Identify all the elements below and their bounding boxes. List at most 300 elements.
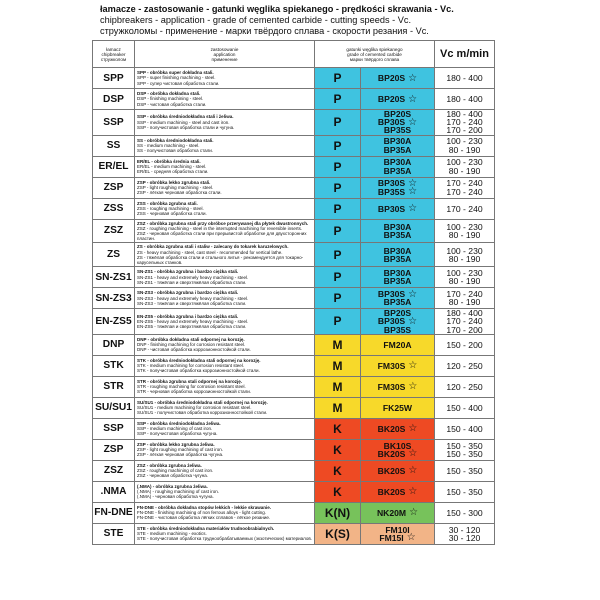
chipbreaker-code: SN-ZS1 [93, 267, 135, 288]
grade-item [361, 146, 434, 154]
cutting-speed-value: 170 - 240 [446, 316, 483, 327]
application-line: SS - obróbka średniodokładna stali. [137, 137, 214, 143]
cutting-speed-value: 150 - 300 [446, 507, 483, 518]
cutting-speed-value: 150 - 350 [446, 486, 483, 497]
grade-name: BP20S [383, 308, 412, 319]
iso-class: K(S) [315, 523, 361, 544]
cutting-speed-value: 170 - 240 [446, 178, 483, 189]
application-text [135, 376, 315, 397]
grade-item [361, 534, 434, 542]
application-line: STR - roughing machining for corrosion resistant steel. [137, 384, 246, 390]
cutting-speed-cell [435, 68, 495, 89]
iso-class: P [315, 68, 361, 89]
application-line: ZSZ - obróbka zgrubna stali przy obróbce przerywanej dla płytek dwustronnych. [137, 220, 309, 226]
cutting-speed-value: 150 - 200 [446, 339, 483, 350]
grade-cell [361, 156, 435, 177]
application-line: ZSZ - черновая обработка стали при прерывистой обработке для двухсторонних пластин. [137, 230, 307, 242]
page-title [100, 4, 580, 38]
grade-cell [361, 355, 435, 376]
grade-item [361, 298, 434, 306]
grade-name: FM15I [379, 532, 404, 543]
application-line: ZSP - лёгкая черновая обработка стали. [137, 190, 222, 196]
star-icon: ☆ [408, 177, 418, 189]
chipbreaker-code: SN-ZS3 [93, 288, 135, 309]
iso-class: P [315, 243, 361, 267]
cutting-speed-value: 80 - 190 [448, 165, 481, 176]
table-row [93, 135, 495, 156]
chipbreaker-code: SS [93, 135, 135, 156]
grade-item [361, 340, 434, 350]
grade-item [361, 326, 434, 334]
iso-class: P [315, 198, 361, 219]
table-row [93, 460, 495, 481]
grade-cell [361, 397, 435, 418]
grade-name: BP30A [383, 221, 412, 232]
cutting-speed-value: 80 - 190 [448, 276, 481, 287]
application-line: (.NMA) - roughing machining of cast iron. [137, 489, 220, 495]
table-header-row [93, 41, 495, 68]
grade-name: BK20S [377, 486, 406, 497]
grade-name: FM30S [377, 381, 406, 392]
grade-item [361, 507, 434, 518]
chipbreaker-code: ZSS [93, 198, 135, 219]
star-icon: ☆ [408, 116, 418, 128]
application-line: SU/SU1 - obróbka średniodokładna stali odpornej na korozję. [137, 399, 268, 405]
application-text [135, 502, 315, 523]
cutting-speed-value: 150 - 350 [446, 440, 483, 451]
header-grade: gatunki węglika spiekanego grade of cemented carbide марки твёрдого сплава [315, 41, 435, 68]
grade-name: BP20S [377, 73, 406, 83]
star-icon: ☆ [408, 288, 418, 300]
cutting-speed-cell [435, 355, 495, 376]
cutting-speed-cell [435, 523, 495, 544]
table-row [93, 288, 495, 309]
application-line: ZSZ - roughing machining - steel in the interrupted machining for reversible inserts. [137, 225, 303, 231]
cutting-speed-value: 150 - 400 [446, 402, 483, 413]
grade-item [361, 360, 434, 371]
cutting-speed-value: 100 - 230 [446, 268, 483, 279]
cutting-speed-value: 80 - 190 [448, 297, 481, 308]
application-text [135, 135, 315, 156]
star-icon: ☆ [408, 360, 418, 372]
application-line: FN-DNE - finishing machining of non ferrous alloys - light cutting. [137, 510, 267, 516]
grade-name: BP35A [383, 230, 412, 241]
application-line: ZSP - light roughing machining - steel. [137, 184, 214, 190]
star-icon: ☆ [408, 381, 418, 393]
application-line: SSP - obróbka średniodokładna stali i żeliwa. [137, 114, 234, 120]
iso-class: M [315, 334, 361, 355]
iso-class: K [315, 418, 361, 439]
iso-class: P [315, 177, 361, 198]
grade-cell [361, 267, 435, 288]
grade-name: BP30S [377, 117, 406, 128]
grade-item [361, 277, 434, 285]
application-line: STK - medium machining for corrosion resistant steel. [137, 363, 245, 369]
cutting-speed-value: 100 - 230 [446, 245, 483, 256]
table-row [93, 418, 495, 439]
application-line: (.NMA) - obróbka zgrubna żeliwa. [137, 483, 208, 489]
application-text [135, 334, 315, 355]
table-row [93, 156, 495, 177]
cutting-speed-value: 100 - 230 [446, 157, 483, 168]
application-line: STE - medium machining - exotics. [137, 531, 207, 537]
cutting-speed-value: 170 - 240 [446, 117, 483, 128]
application-line: STK - obróbka średniodokładna stali odpornej na korozję. [137, 357, 261, 363]
grade-name: BP35A [383, 276, 412, 287]
cutting-speed-cell [435, 110, 495, 136]
chipbreaker-code: .NMA [93, 481, 135, 502]
table-row [93, 439, 495, 460]
grade-name: BP35A [383, 253, 412, 264]
chipbreaker-code: ZSZ [93, 219, 135, 243]
header-vc: Vc m/min [435, 41, 495, 68]
table-row [93, 523, 495, 544]
cutting-speed-value: 170 - 240 [446, 186, 483, 197]
cutting-speed-value: 80 - 190 [448, 253, 481, 264]
application-text [135, 460, 315, 481]
title-russian: стружколомы - применение - марки твёрдого сплава - скорости резания - Vc. [100, 26, 429, 37]
application-line: ZS - тяжёлая обработка стали и стального литья - рекомендуется для токарно-карусельных станков. [137, 254, 304, 265]
chipbreaker-code: EN-ZS5 [93, 309, 135, 335]
grade-item [361, 94, 434, 105]
cutting-speed-value: 170 - 240 [446, 289, 483, 300]
grade-item [361, 126, 434, 134]
grade-name: BP35S [383, 125, 412, 136]
grade-item [361, 465, 434, 476]
grade-item [361, 255, 434, 263]
grade-name: BP20S [377, 94, 406, 104]
iso-class: M [315, 376, 361, 397]
application-line: EN-ZS5 - тяжёлая и сверхтяжёлая обработка стали. [137, 324, 247, 330]
grade-cell [361, 460, 435, 481]
application-line: STE - получистовая обработка труднообрабатываемых (экзотических) материалов. [137, 536, 312, 542]
application-line: SN-ZS3 - тяжёлая и сверхтяжёлая обработка стали. [137, 300, 247, 306]
application-line: ZSZ - roughing machining of cast iron. [137, 468, 214, 474]
cutting-speed-cell [435, 89, 495, 110]
chipbreaker-code: ZSZ [93, 460, 135, 481]
cutting-speed-cell [435, 397, 495, 418]
application-line: SN-ZS1 - тяжёлая и сверхтяжёлая обработка стали. [137, 279, 247, 285]
application-text [135, 243, 315, 267]
grade-cell [361, 288, 435, 309]
application-line: STR - черновая обработка коррозионностойкой стали. [137, 389, 252, 395]
chipbreaker-code: ER/EL [93, 156, 135, 177]
cutting-speed-value: 180 - 400 [446, 308, 483, 319]
application-line: EN-ZS5 - obróbka zgrubna i bardzo ciężka stali. [137, 313, 239, 319]
grade-name: BP30S [377, 316, 406, 327]
grade-cell [361, 418, 435, 439]
application-line: ZSP - light roughing machining of cast iron. [137, 447, 223, 453]
cutting-speed-value: 150 - 400 [446, 423, 483, 434]
application-line: SS - получистовая обработка стали. [137, 148, 213, 154]
application-line: DSP - чистовая обработка стали. [137, 101, 207, 107]
grade-item [361, 403, 434, 413]
cutting-speed-cell [435, 267, 495, 288]
cutting-speed-cell [435, 334, 495, 355]
cutting-speed-value: 120 - 250 [446, 381, 483, 392]
application-text [135, 309, 315, 335]
application-text [135, 418, 315, 439]
application-line: STK - получистовая обработка коррозионностойкой стали. [137, 368, 260, 374]
cutting-speed-value: 80 - 190 [448, 230, 481, 241]
application-text [135, 110, 315, 136]
grade-name: BP35A [383, 165, 412, 176]
chipbreaker-code: ZSP [93, 439, 135, 460]
cutting-speed-cell [435, 288, 495, 309]
cutting-speed-cell [435, 481, 495, 502]
grade-item [361, 231, 434, 239]
application-line: DNP - чистовая обработка коррозионностойкой стали. [137, 347, 251, 353]
application-line: EN-ZS5 - heavy and extremely heavy machining - steel. [137, 318, 249, 324]
application-line: SN-ZS3 - obróbka zgrubna i bardzo ciężka stali. [137, 290, 239, 296]
table-row [93, 177, 495, 198]
application-text [135, 68, 315, 89]
application-line: FN-DNE - obróbka dokładna stopów lekkich - lekkie skrawanie. [137, 504, 272, 510]
grade-name: BK20S [377, 448, 406, 459]
application-text [135, 198, 315, 219]
chipbreaker-code: SU/SU1 [93, 397, 135, 418]
application-text [135, 89, 315, 110]
application-text [135, 523, 315, 544]
cutting-speed-value: 170 - 200 [446, 324, 483, 335]
star-icon: ☆ [408, 486, 418, 498]
table-row [93, 243, 495, 267]
application-line: SSP - medium machining - steel and cast iron. [137, 119, 230, 125]
iso-class: P [315, 110, 361, 136]
application-line: ZS - heavy machining - steel, cast steel - recommended for vertical lathe. [137, 249, 283, 255]
grade-name: BP30A [383, 136, 412, 147]
cutting-speed-cell [435, 460, 495, 481]
application-line: SN-ZS3 - heavy and extremely heavy machining - steel. [137, 295, 249, 301]
application-line: SN-ZS1 - heavy and extremely heavy machining - steel. [137, 274, 249, 280]
grade-name: BK20S [377, 465, 406, 476]
iso-class: P [315, 288, 361, 309]
application-line: ER/EL - средняя обработка стали. [137, 169, 209, 175]
star-icon: ☆ [408, 423, 418, 435]
table-row [93, 355, 495, 376]
grade-cell [361, 523, 435, 544]
grade-cell [361, 502, 435, 523]
application-line: SS - medium machining - steel. [137, 142, 200, 148]
application-line: SPP - obróbka super dokładna stali. [137, 70, 214, 76]
application-line: ZSZ - черновая обработка чугуна. [137, 473, 209, 479]
application-line: STR - obróbka zgrubna stali odpornej na korozję. [137, 378, 243, 384]
cutting-speed-value: 30 - 120 [448, 532, 481, 543]
table-row [93, 502, 495, 523]
application-text [135, 156, 315, 177]
grade-name: BP30S [377, 203, 406, 214]
title-polish: łamacze - zastosowanie - gatunki węglika spiekanego - prędkości skrawania - Vc. [100, 4, 454, 14]
iso-class: M [315, 397, 361, 418]
iso-class: P [315, 219, 361, 243]
table-row [93, 198, 495, 219]
iso-class: K [315, 460, 361, 481]
grade-item [361, 381, 434, 392]
grade-item [361, 423, 434, 434]
chipbreaker-code: STK [93, 355, 135, 376]
grade-cell [361, 309, 435, 335]
grade-cell [361, 135, 435, 156]
application-line: SPP - супер чистовая обработка стали. [137, 80, 220, 86]
application-text [135, 288, 315, 309]
grade-item [361, 450, 434, 458]
iso-class: K(N) [315, 502, 361, 523]
grade-name: BP35S [383, 324, 412, 335]
cutting-speed-value: 120 - 250 [446, 360, 483, 371]
title-english: chipbreakers - application - grade of cemented carbide - cutting speeds - Vc. [100, 15, 412, 26]
table-row [93, 397, 495, 418]
application-line: ZSS - черновая обработка стали. [137, 211, 207, 217]
iso-class: P [315, 309, 361, 335]
grade-name: BP20S [383, 109, 412, 120]
star-icon: ☆ [408, 72, 418, 84]
grade-item [361, 73, 434, 84]
chipbreaker-code: SSP [93, 418, 135, 439]
grade-name: FM30S [377, 360, 406, 371]
grade-name: BP35A [383, 297, 412, 308]
iso-class: P [315, 156, 361, 177]
chipbreaker-table [92, 40, 495, 545]
cutting-speed-value: 150 - 350 [446, 465, 483, 476]
cutting-speed-cell [435, 243, 495, 267]
grade-cell [361, 198, 435, 219]
chipbreaker-code: ZS [93, 243, 135, 267]
application-text [135, 219, 315, 243]
cutting-speed-cell [435, 502, 495, 523]
grade-cell [361, 177, 435, 198]
iso-class: P [315, 135, 361, 156]
application-line: ZSS - obróbka zgrubna stali. [137, 200, 198, 206]
application-text [135, 481, 315, 502]
application-line: ZS - obróbka zgrubna stali i staliw - zalecany do tokarek karuzelowych. [137, 244, 289, 250]
cutting-speed-value: 80 - 190 [448, 144, 481, 155]
application-line: DNP - obróbka dokładna stali odpornej na korozję. [137, 336, 245, 342]
grade-cell [361, 376, 435, 397]
cutting-speed-value: 180 - 400 [446, 109, 483, 120]
cutting-speed-value: 30 - 120 [448, 524, 481, 535]
grade-name: BP35A [383, 144, 412, 155]
table-row [93, 309, 495, 335]
grade-item [361, 188, 434, 196]
header-application: zastosowanie application применение [135, 41, 315, 68]
star-icon: ☆ [408, 465, 418, 477]
grade-item [361, 486, 434, 497]
grade-name: NK20M [376, 507, 407, 518]
application-line: ZSZ - obróbka zgrubna żeliwa. [137, 462, 202, 468]
application-line: DSP - finishing machining - steel. [137, 96, 204, 102]
grade-cell [361, 110, 435, 136]
application-text [135, 397, 315, 418]
application-line: SN-ZS1 - obróbka zgrubna i bardzo ciężka stali. [137, 269, 239, 275]
grade-cell [361, 243, 435, 267]
application-line: SU/SU1 - получистовая обработка коррозионностойкой стали. [137, 410, 268, 416]
chipbreaker-code: ZSP [93, 177, 135, 198]
cutting-speed-cell [435, 309, 495, 335]
application-line: STE - obróbka średniodokładna materiałów trudnoobrabialnych. [137, 525, 275, 531]
application-line: ER/EL - obróbka średnia stali. [137, 158, 201, 164]
grade-name: BP30A [383, 157, 412, 168]
chipbreaker-code: FN-DNE [93, 502, 135, 523]
grade-name: BP30S [377, 289, 406, 300]
iso-class: P [315, 89, 361, 110]
cutting-speed-value: 100 - 230 [446, 221, 483, 232]
cutting-speed-value: 170 - 200 [446, 125, 483, 136]
chipbreaker-code: SSP [93, 110, 135, 136]
grade-cell [361, 334, 435, 355]
application-line: DNP - finishing machining for corrosion resistant steel. [137, 342, 246, 348]
table-row [93, 481, 495, 502]
application-line: SSP - obróbka średniodokładna żeliwa. [137, 420, 221, 426]
application-line: SU/SU1 - medium machining for corrosion resistant steel. [137, 405, 252, 411]
grade-name: BP30A [383, 245, 412, 256]
application-text [135, 267, 315, 288]
cutting-speed-cell [435, 439, 495, 460]
application-line: SSP - получистовая обработка чугуна. [137, 431, 218, 437]
grade-cell [361, 219, 435, 243]
application-line: SSP - medium machining of cast iron. [137, 426, 213, 432]
cutting-speed-cell [435, 135, 495, 156]
cutting-speed-cell [435, 219, 495, 243]
grade-cell [361, 439, 435, 460]
header-chipbreaker: łamacz chipbreaker стружколом [93, 41, 135, 68]
grade-name: FM10I [385, 524, 410, 535]
iso-class: K [315, 439, 361, 460]
grade-name: BP35S [377, 186, 406, 197]
application-line: SPP - super finishing machining - steel. [137, 75, 216, 81]
application-line: ZSP - obróbka lekko zgrubna żeliwa. [137, 441, 215, 447]
application-text [135, 177, 315, 198]
grade-name: FM20A [383, 339, 412, 350]
application-text [135, 439, 315, 460]
table-row [93, 68, 495, 89]
grade-item [361, 167, 434, 175]
cutting-speed-value: 100 - 230 [446, 136, 483, 147]
application-line: DSP - obróbka dokładna stali. [137, 91, 201, 97]
chipbreaker-code: DSP [93, 89, 135, 110]
grade-name: FK25W [382, 402, 413, 413]
grade-name: BP30S [377, 178, 406, 189]
application-line: ZSS - roughing machining - steel. [137, 205, 204, 211]
application-line: FN-DNE - чистовая обработка лёгких сплавов - лёгкое резание. [137, 515, 271, 521]
application-line: ZSP - obróbka lekko zgrubna stali. [137, 179, 211, 185]
chipbreaker-code: STR [93, 376, 135, 397]
chipbreaker-code: DNP [93, 334, 135, 355]
grade-cell [361, 68, 435, 89]
application-text [135, 355, 315, 376]
grade-name: BK10S [383, 440, 412, 451]
cutting-speed-cell [435, 198, 495, 219]
grade-item [361, 203, 434, 214]
cutting-speed-cell [435, 177, 495, 198]
star-icon: ☆ [406, 532, 416, 544]
table-row [93, 376, 495, 397]
cutting-speed-cell [435, 418, 495, 439]
table-row [93, 334, 495, 355]
application-line: (.NMA) - черновая обработка чугуна. [137, 494, 214, 500]
iso-class: M [315, 355, 361, 376]
grade-name: BP30A [383, 268, 412, 279]
star-icon: ☆ [409, 507, 419, 519]
application-line: ER/EL - medium machining - steel. [137, 163, 207, 169]
application-line: ZSP - лёгкая черновая обработка чугуна. [137, 452, 224, 458]
chipbreaker-code: SPP [93, 68, 135, 89]
star-icon: ☆ [408, 448, 418, 460]
cutting-speed-cell [435, 156, 495, 177]
star-icon: ☆ [408, 93, 418, 105]
cutting-speed-value: 180 - 400 [446, 73, 483, 83]
star-icon: ☆ [408, 315, 418, 327]
grade-cell [361, 89, 435, 110]
